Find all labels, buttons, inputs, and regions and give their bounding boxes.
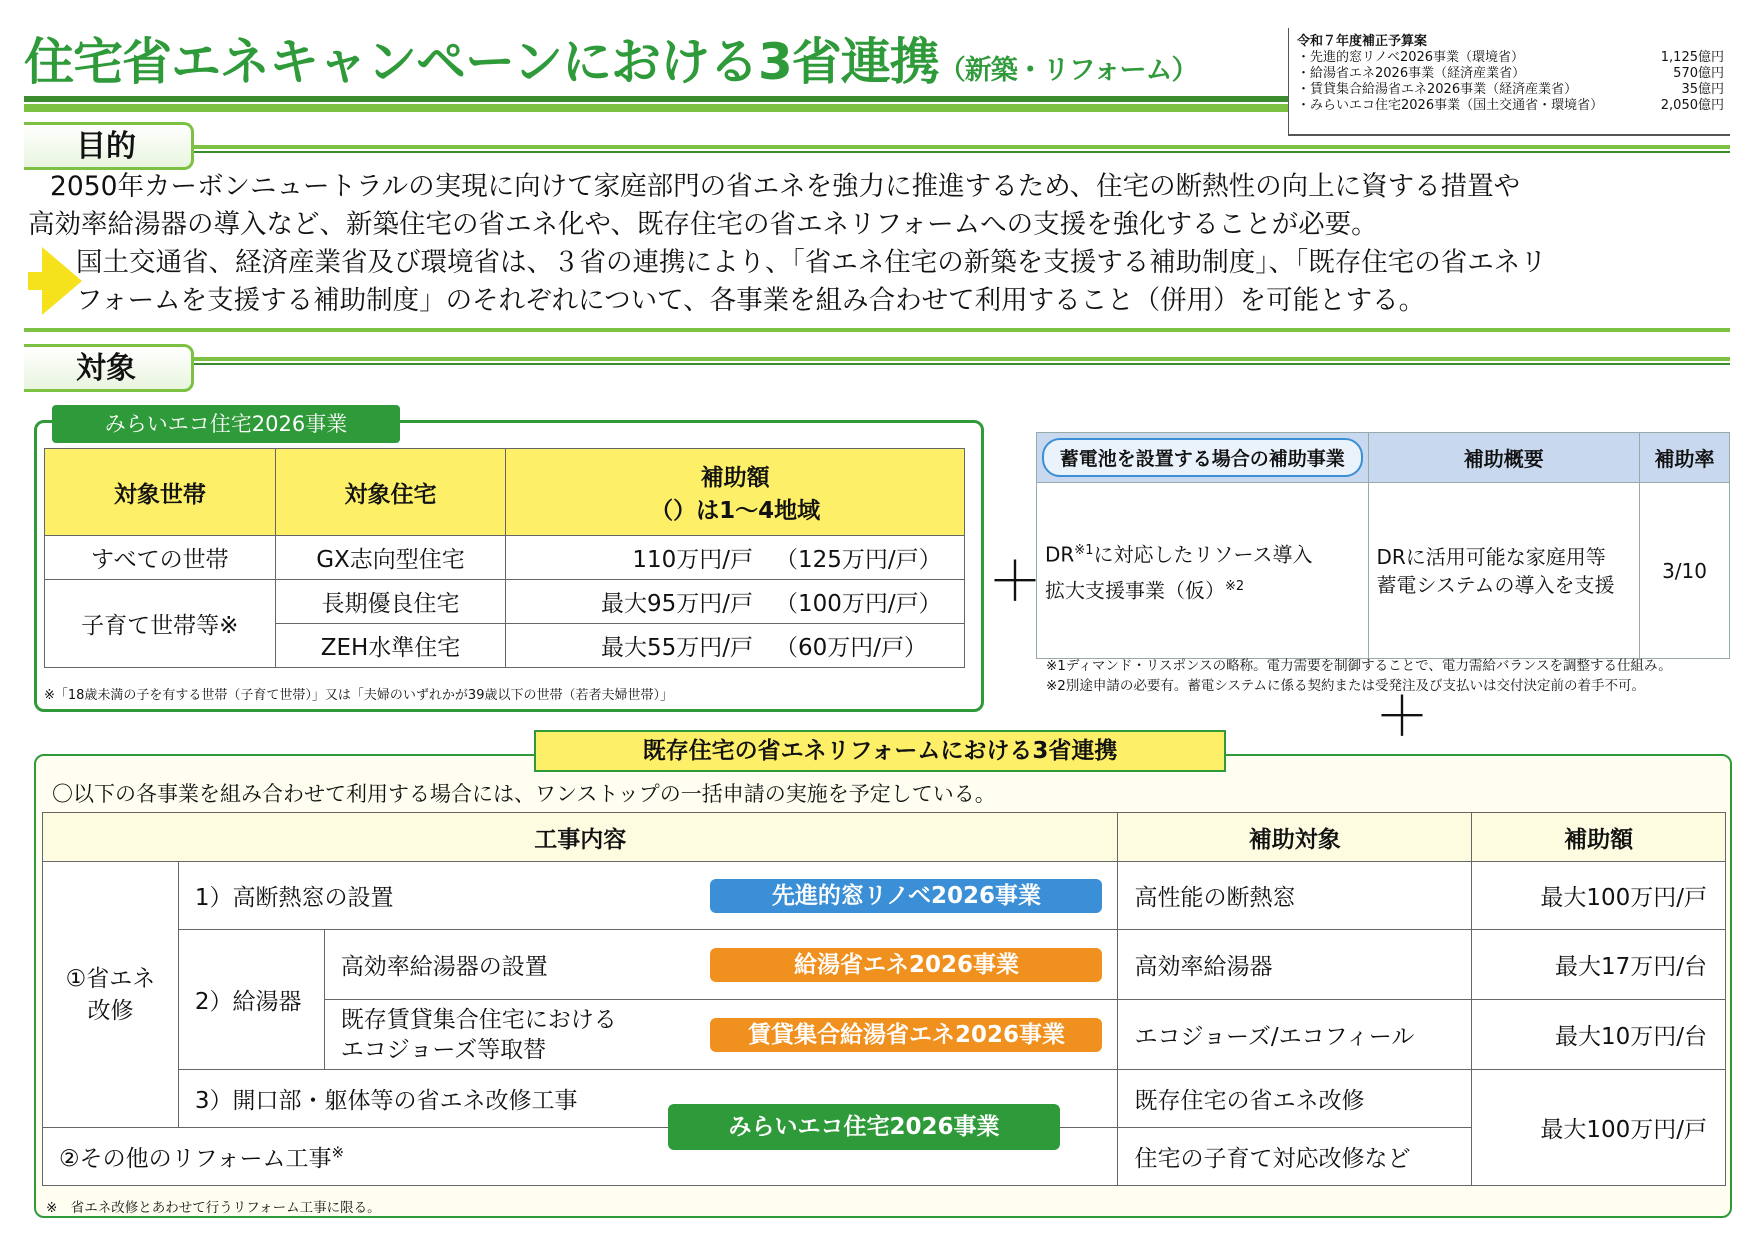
badge-water-heater: 給湯省エネ2026事業 — [710, 948, 1102, 982]
mirai-note: ※「18歳未満の子を有する世帯（子育て世帯）」又は「夫婦のいずれかが39歳以下の世帯（若者夫婦世帯）」 — [44, 688, 673, 703]
header-amount: 補助額 （）は1～4地域 — [506, 449, 965, 536]
amount-cell: 最大100万円/戸 — [1472, 1070, 1726, 1186]
amount-cell: 110万円/戸 （125万円/戸） — [506, 536, 965, 580]
target-cell: 高効率給湯器 — [1118, 930, 1472, 1000]
amount-cell: 最大17万円/台 — [1472, 930, 1726, 1000]
purpose-bottom-rule — [24, 328, 1730, 332]
table-row — [43, 930, 1726, 1000]
battery-header-project: 蓄電池を設置する場合の補助事業 — [1037, 433, 1369, 483]
amount-cell: 最大100万円/戸 — [1472, 862, 1726, 930]
header-house: 対象住宅 — [275, 449, 506, 536]
mirai-pill: みらいエコ住宅2026事業 — [52, 405, 400, 443]
page-title: 住宅省エネキャンペーンにおける3省連携（新築・リフォーム） — [24, 33, 1198, 91]
battery-note-2: ※2別途申請の必要有。蓄電システムに係る契約または受発注及び支払いは交付決定前の着手不可。 — [1046, 678, 1646, 694]
table-row — [45, 580, 965, 624]
plus-sign: ＋ — [1375, 685, 1429, 748]
plus-sign: ＋ — [988, 550, 1042, 613]
house-type: 長期優良住宅 — [275, 580, 506, 624]
reform-note: ※ 省エネ改修とあわせて行うリフォーム工事に限る。 — [46, 1200, 381, 1216]
budget-item: ・先進的窓リノベ2026事業（環境省） 1,125億円 — [1297, 50, 1724, 65]
battery-note-1: ※1ディマンド・リスポンスの略称。電力需要を制御することで、電力需給バランスを調整する仕組み。 — [1046, 658, 1672, 674]
item-opening-body: 3）開口部・躯体等の省エネ改修工事 — [178, 1070, 1118, 1128]
item-high-efficiency: 高効率給湯器の設置 給湯省エネ2026事業 — [324, 930, 1118, 1000]
reform-header-amount: 補助額 — [1472, 813, 1726, 862]
purpose-rule — [190, 145, 1730, 149]
amount-cell: 最大55万円/戸 （60万円/戸） — [506, 624, 965, 668]
page-subtitle: （新築・リフォーム） — [938, 55, 1198, 86]
group-energy-reform: ①省エネ 改修 — [43, 862, 179, 1128]
battery-header-rate: 補助率 — [1640, 433, 1730, 483]
target-cell: 住宅の子育て対応改修など — [1118, 1128, 1472, 1186]
battery-summary: DRに活用可能な家庭用等 蓄電システムの導入を支援 — [1368, 483, 1640, 659]
amount-cell: 最大95万円/戸 （100万円/戸） — [506, 580, 965, 624]
amount-cell: 最大10万円/台 — [1472, 1000, 1726, 1070]
reform-title: 既存住宅の省エネリフォームにおける3省連携 — [534, 730, 1226, 772]
target-cell: 既存住宅の省エネ改修 — [1118, 1070, 1472, 1128]
item-water-heater: 2）給湯器 — [178, 930, 324, 1070]
target-cell: エコジョーズ/エコフィール — [1118, 1000, 1472, 1070]
item-other-reform: ②その他のリフォーム工事※ — [43, 1128, 1118, 1186]
budget-box — [1288, 28, 1730, 136]
reform-intro: 〇以下の各事業を組み合わせて利用する場合には、ワンストップの一括申請の実施を予定している。 — [52, 782, 996, 806]
badge-window-renovation: 先進的窓リノベ2026事業 — [710, 879, 1102, 913]
budget-title: 令和７年度補正予算案 — [1297, 34, 1428, 49]
household-all: すべての世帯 — [45, 536, 276, 580]
purpose-line-1: 2050年カーボンニュートラルの実現に向けて家庭部門の省エネを強力に推進するため、住宅の断熱性の向上に資する措置や — [50, 171, 1521, 202]
budget-item: ・賃貸集合給湯省エネ2026事業（経済産業省） 35億円 — [1297, 82, 1724, 97]
item-rental-ecojoes: 既存賃貸集合住宅における エコジョーズ等取替 賃貸集合給湯省エネ2026事業 — [324, 1000, 1118, 1070]
battery-rate: 3/10 — [1640, 483, 1730, 659]
budget-item: ・給湯省エネ2026事業（経済産業省） 570億円 — [1297, 66, 1724, 81]
battery-table — [1036, 432, 1730, 659]
badge-rental-water-heater: 賃貸集合給湯省エネ2026事業 — [710, 1018, 1102, 1052]
table-row — [45, 536, 965, 580]
purpose-arrow-line-2: フォームを支援する補助制度」のそれぞれについて、各事業を組み合わせて利用すること（併用）を可能とする。 — [76, 285, 1426, 316]
battery-project: DR$^{※1}$に対応したリソース導入 拡大支援事業（仮）$^{※2}$ — [1037, 483, 1369, 659]
arrow-stem — [28, 272, 42, 290]
header-household: 対象世帯 — [45, 449, 276, 536]
battery-header-summary: 補助概要 — [1368, 433, 1640, 483]
purpose-arrow-line-1: 国土交通省、経済産業省及び環境省は、３省の連携により、「省エネ住宅の新築を支援する補助制度」、「既存住宅の省エネリ — [76, 247, 1547, 278]
household-child: 子育て世帯等※ — [45, 580, 276, 668]
purpose-rule-thin — [190, 151, 1730, 153]
reform-header-target: 補助対象 — [1118, 813, 1472, 862]
house-type: ZEH水準住宅 — [275, 624, 506, 668]
item-window: 1）高断熱窓の設置 先進的窓リノベ2026事業 — [178, 862, 1118, 930]
budget-item: ・みらいエコ住宅2026事業（国土交通省・環境省） 2,050億円 — [1297, 98, 1724, 113]
purpose-heading: 目的 — [24, 122, 194, 170]
title-rule-light — [24, 104, 1304, 112]
mirai-table — [44, 448, 965, 668]
target-cell: 高性能の断熱窓 — [1118, 862, 1472, 930]
house-type: GX志向型住宅 — [275, 536, 506, 580]
reform-header-work: 工事内容 — [43, 813, 1118, 862]
target-rule-thin — [190, 363, 1730, 365]
purpose-line-2: 高効率給湯器の導入など、新築住宅の省エネ化や、既存住宅の省エネリフォームへの支援を強化することが必要。 — [28, 209, 1378, 240]
target-heading: 対象 — [24, 344, 194, 392]
target-rule — [190, 357, 1730, 361]
badge-mirai-eco: みらいエコ住宅2026事業 — [668, 1104, 1060, 1150]
table-row — [43, 862, 1726, 930]
title-rule — [24, 96, 1304, 102]
